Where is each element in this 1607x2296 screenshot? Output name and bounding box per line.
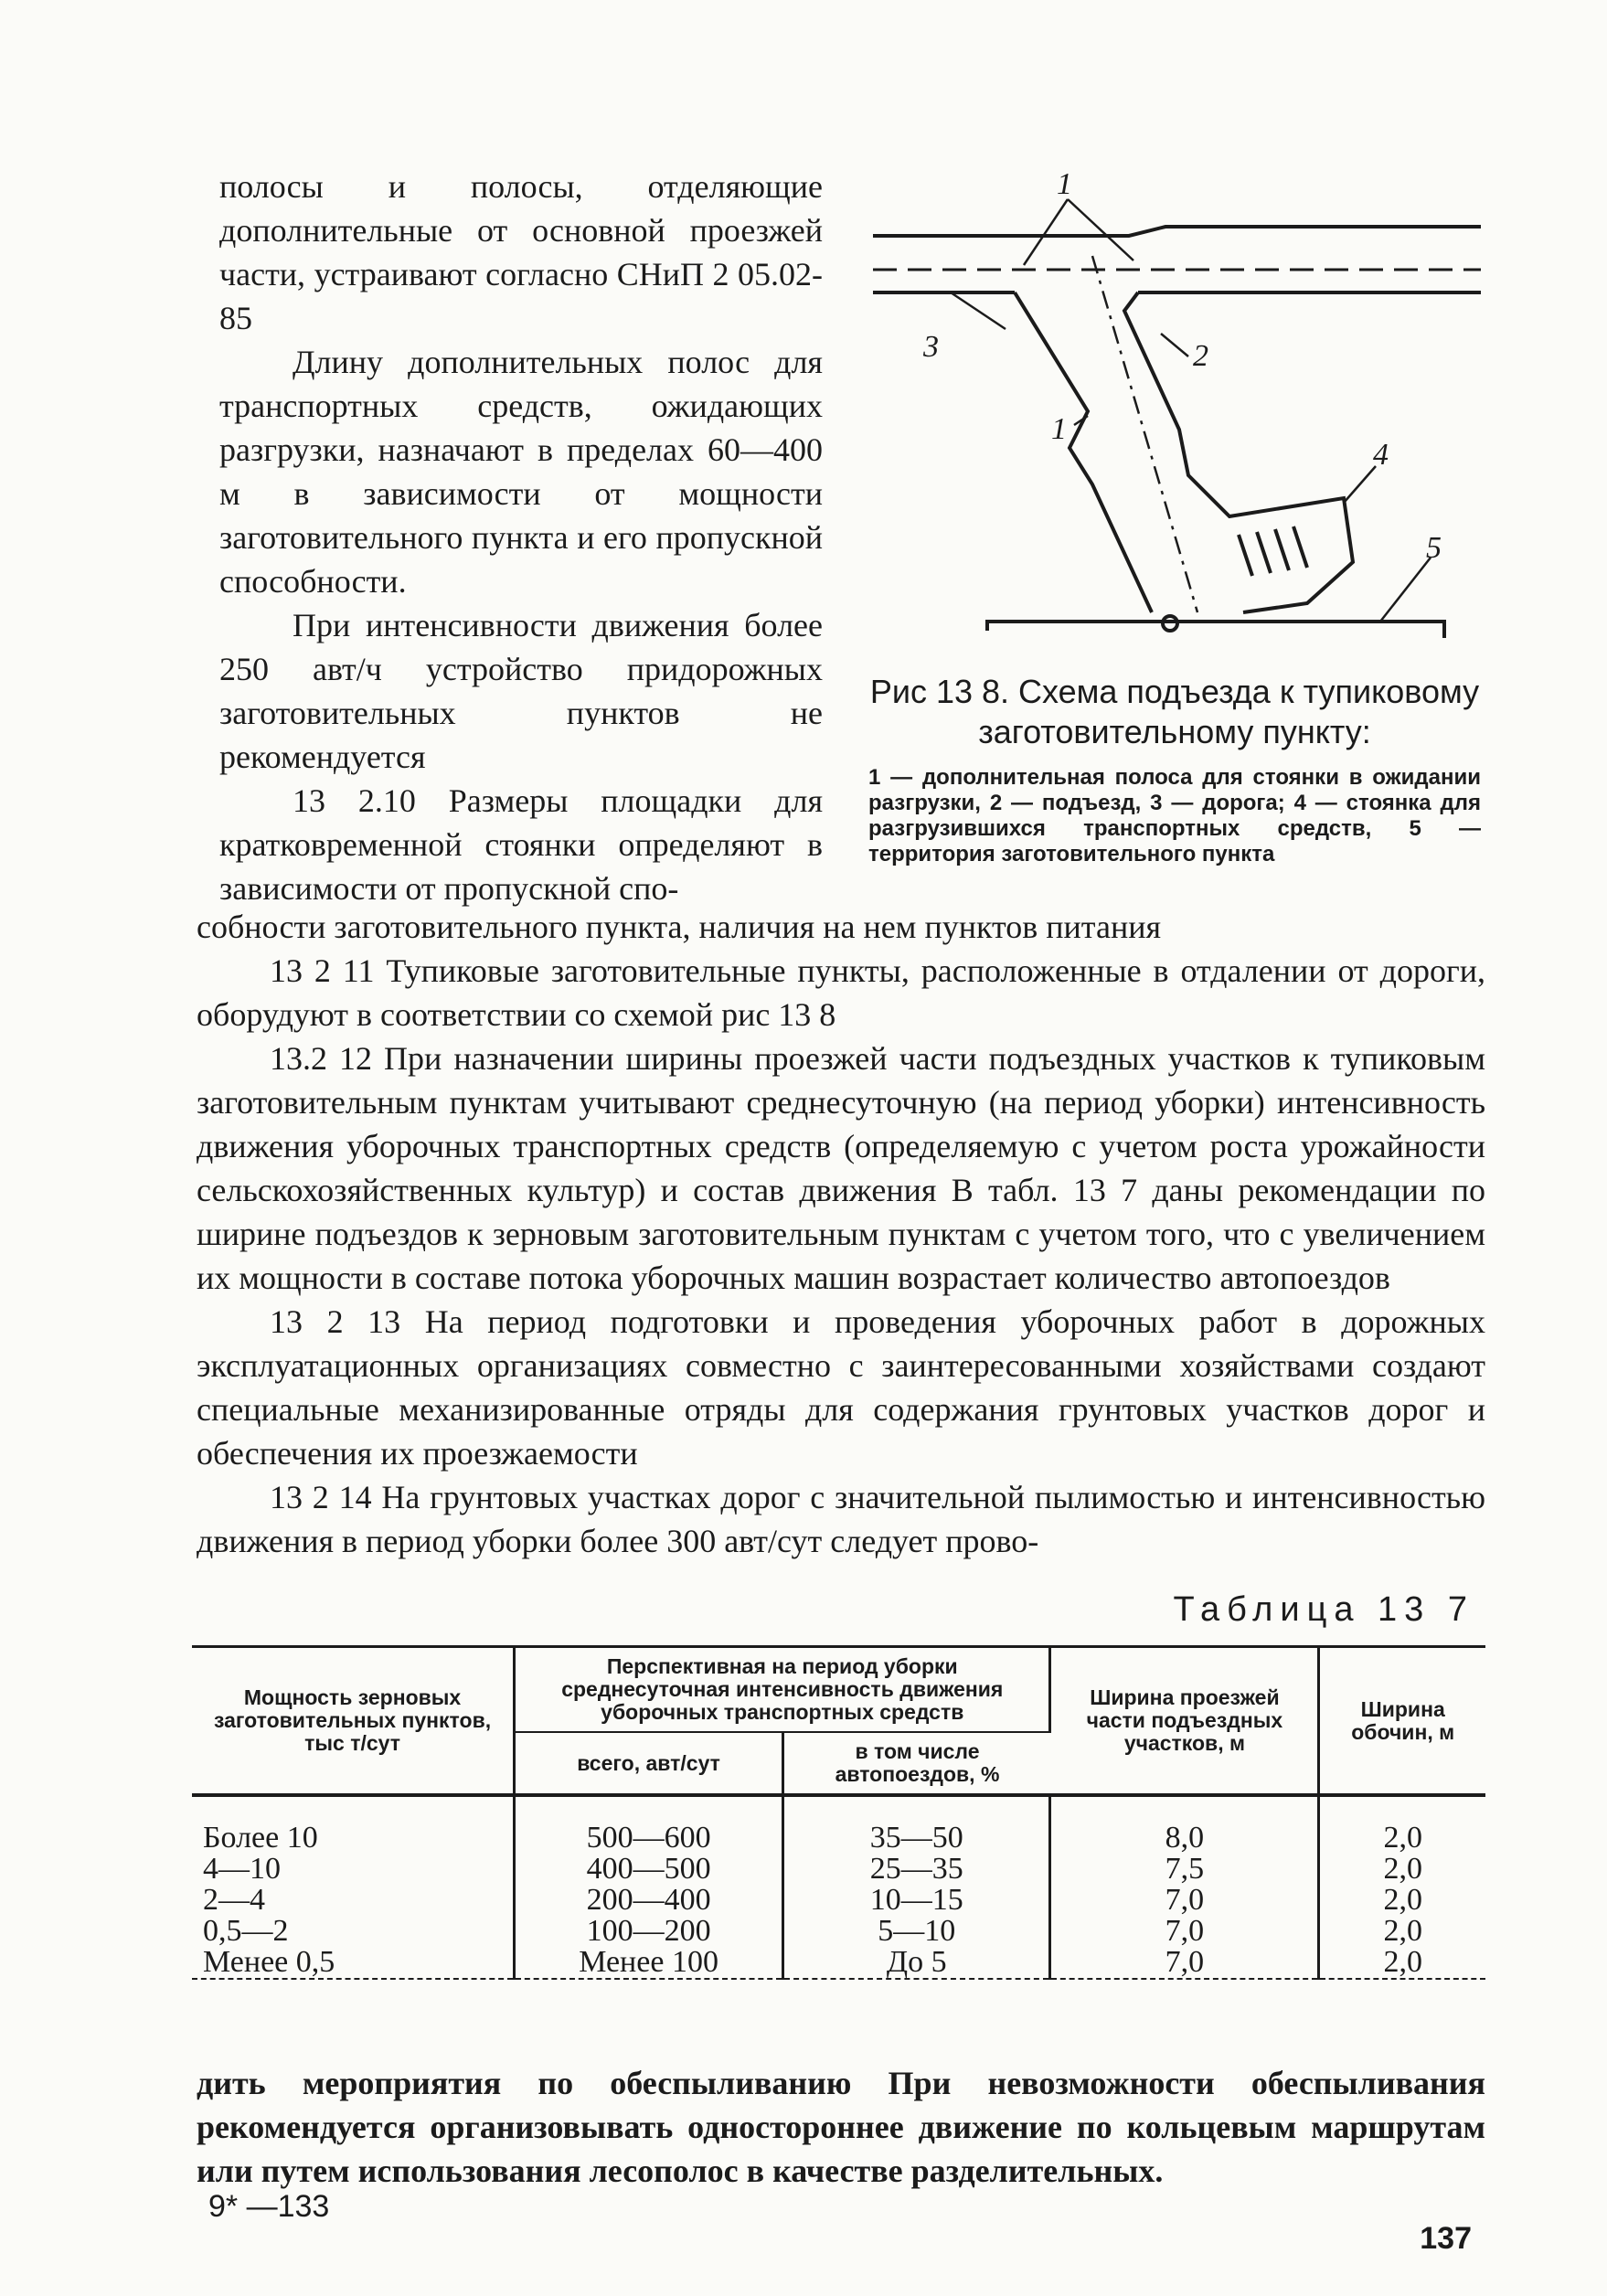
table-cell: 200—400 bbox=[515, 1885, 783, 1916]
label-3: 3 bbox=[923, 330, 939, 364]
table-cell: 7,0 bbox=[1050, 1947, 1319, 1979]
left-column-paragraph: 13 2.10 Размеры площадки для кратковременной стоянки определяют в зависимости от пропускной спо- bbox=[219, 782, 823, 907]
table-cell: 500—600 bbox=[515, 1795, 783, 1854]
header-width: Ширина проезжей части подъездных участков, м bbox=[1050, 1647, 1319, 1796]
footer-signature: 9* —133 bbox=[208, 2189, 330, 2224]
table-cell: 2—4 bbox=[192, 1885, 515, 1916]
table-cell: Менее 0,5 bbox=[192, 1947, 515, 1979]
table-cell: 2,0 bbox=[1383, 1914, 1422, 1948]
label-2: 2 bbox=[1193, 339, 1208, 373]
table-cell: 7,0 bbox=[1050, 1885, 1319, 1916]
branch-left-edge bbox=[1015, 292, 1152, 612]
table-cell: 2,0 bbox=[1383, 1945, 1422, 1979]
table-cell: 2,0 bbox=[1383, 1852, 1422, 1886]
table-cell: 7,0 bbox=[1050, 1916, 1319, 1947]
territory-line bbox=[987, 622, 1444, 638]
after-table-paragraph: дить мероприятия по обеспыливанию При невозможности обеспыливания рекомендуется организовывать одностороннее движение по кольцевым маршрутам или путем использования лесополос в качестве разделительных. bbox=[197, 2065, 1485, 2189]
body-paragraph: 13.2 12 При назначении ширины проезжей части подъездных участков к тупиковым заготовительным пунктам учитывают среднесуточную (на период уборки) интенсивность движения уборочных транспортных средств (определяемую с учетом роста урожайности сельскохозяйственных культур) и состав движения В табл. 13 7 даны рекомендации по ширине подъездов к зерновым заготовительным пунктам с учетом того, что с увеличением их мощности в составе потока уборочных машин возрастает количество автопоездов bbox=[197, 1040, 1485, 1296]
table-cell: 35—50 bbox=[783, 1795, 1050, 1854]
header-shoulder: Ширина обочин, м bbox=[1319, 1647, 1485, 1796]
table-cell: 400—500 bbox=[515, 1854, 783, 1885]
figure-caption bbox=[868, 672, 1481, 867]
table-row bbox=[192, 1947, 1485, 1979]
table-row bbox=[192, 1885, 1485, 1916]
body-paragraph: собности заготовительного пункта, наличия на нем пунктов питания bbox=[197, 909, 1162, 945]
figure-caption-title: Рис 13 8. Схема подъезда к тупиковому заготовительному пункту: bbox=[869, 673, 1480, 750]
table-body bbox=[192, 1795, 1485, 1979]
table-cell: 5—10 bbox=[783, 1916, 1050, 1947]
table-cell: До 5 bbox=[783, 1947, 1050, 1979]
full-width-text bbox=[197, 905, 1485, 1563]
table-row bbox=[192, 1854, 1485, 1885]
after-table-text bbox=[197, 2061, 1485, 2193]
label-4: 4 bbox=[1373, 438, 1389, 472]
body-paragraph: 13 2 13 На период подготовки и проведения уборочных работ в дорожных эксплуатационных организациях совместно с заинтересованными хозяйствами создают специальные механизированные отряды для содержания грунтовых участков дорог и обеспечения их проезжаемости bbox=[197, 1303, 1485, 1472]
label-5: 5 bbox=[1426, 531, 1442, 565]
page-number: 137 bbox=[1420, 2221, 1472, 2256]
table-cell: 25—35 bbox=[783, 1854, 1050, 1885]
branch-right-edge bbox=[1124, 292, 1353, 612]
table-cell: Менее 100 bbox=[515, 1947, 783, 1979]
table-cell: 2,0 bbox=[1383, 1883, 1422, 1917]
table-cell: 4—10 bbox=[192, 1854, 515, 1885]
label-1-top: 1 bbox=[1057, 174, 1072, 201]
left-column-paragraph: При интенсивности движения более 250 авт/ч устройство придорожных заготовительных пунктов не рекомендуется bbox=[219, 607, 823, 775]
table-cell: 100—200 bbox=[515, 1916, 783, 1947]
table-cell: 7,5 bbox=[1050, 1854, 1319, 1885]
body-paragraph: 13 2 14 На грунтовых участках дорог с значительной пылимостью и интенсивностью движения в период уборки более 300 авт/сут следует прово- bbox=[197, 1479, 1485, 1559]
parking-hatch bbox=[1239, 526, 1307, 576]
left-column bbox=[219, 165, 823, 910]
header-trains: в том числе автопоездов, % bbox=[783, 1732, 1050, 1795]
label-1-mid: 1 bbox=[1051, 412, 1067, 446]
table-row bbox=[192, 1795, 1485, 1854]
table-cell: Более 10 bbox=[192, 1795, 515, 1854]
header-power: Мощность зерновых заготовительных пунктов, тыс т/сут bbox=[192, 1647, 515, 1796]
table-cell: 8,0 bbox=[1050, 1795, 1319, 1854]
table-cell: 0,5—2 bbox=[192, 1916, 515, 1947]
table-cell: 10—15 bbox=[783, 1885, 1050, 1916]
table-13-7 bbox=[192, 1645, 1485, 1980]
table-row bbox=[192, 1916, 1485, 1947]
body-paragraph: 13 2 11 Тупиковые заготовительные пункты, расположенные в отдалении от дороги, оборудуют в соответствии со схемой рис 13 8 bbox=[197, 952, 1485, 1033]
table-cell: 2,0 bbox=[1383, 1821, 1422, 1855]
access-road-scheme-figure bbox=[868, 174, 1490, 667]
left-column-paragraph: Длину дополнительных полос для транспортных средств, ожидающих разгрузки, назначают в пределах 60—400 м в зависимости от мощности заготовительного пункта и его пропускной способности. bbox=[219, 344, 823, 600]
figure-legend: 1 — дополнительная полоса для стоянки в ожидании разгрузки, 2 — подъезд, 3 — дорога; 4 — стоянка для разгрузившихся транспортных средств, 5 — территория заготовительного пункта bbox=[868, 765, 1481, 866]
left-column-paragraph: полосы и полосы, отделяющие дополнительные от основной проезжей части, устраивают согласно СНиП 2 05.02-85 bbox=[219, 168, 823, 336]
header-intensity-group: Перспективная на период уборки среднесуточная интенсивность движения уборочных транспортных средств bbox=[515, 1647, 1050, 1733]
table-title: Таблица 13 7 bbox=[1173, 1590, 1474, 1629]
header-total: всего, авт/сут bbox=[515, 1732, 783, 1795]
road-top-edge bbox=[873, 227, 1481, 236]
